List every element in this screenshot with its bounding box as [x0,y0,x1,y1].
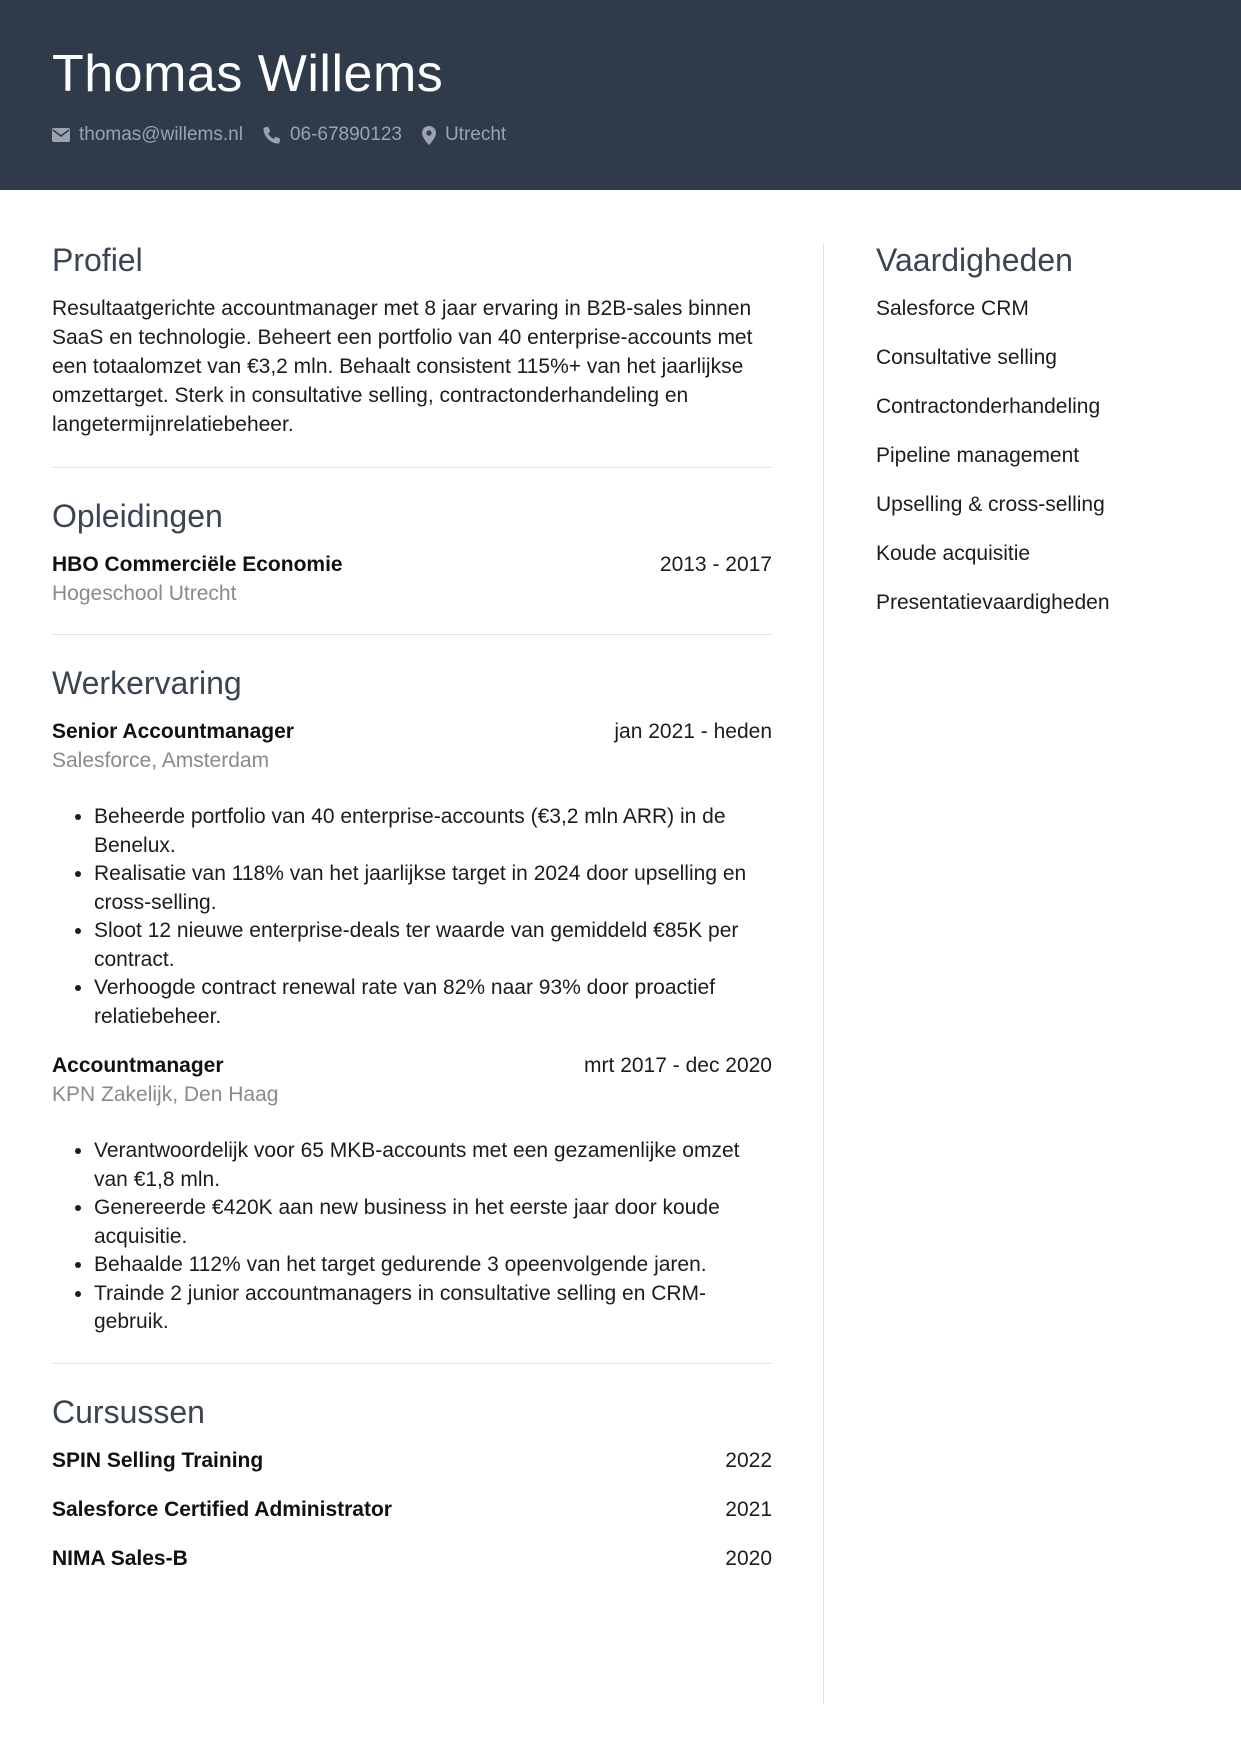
course-year: 2021 [725,1497,772,1521]
job-entry [52,1051,772,1337]
course-item [52,1544,772,1573]
list-item: • Sloot 12 nieuwe enterprise-deals ter waarde van gemiddeld €85K per contract. [94,917,772,974]
sidebar-column [876,238,1206,617]
list-item: • Behaalde 112% van het target gedurende 3 opeenvolgende jaren. [94,1251,772,1280]
job-role: Senior Accountmanager [52,720,294,743]
job-company: KPN Zakelijk, Den Haag [52,1083,279,1106]
cv-header [0,0,1241,190]
course-name: NIMA Sales-B [52,1546,188,1570]
person-name: Thomas Willems [52,45,444,103]
job-period: mrt 2017 - dec 2020 [584,1054,772,1077]
list-item: • Trainde 2 junior accountmanagers in consultative selling en CRM-gebruik. [94,1280,772,1337]
profile-text: Resultaatgerichte accountmanager met 8 jaar ervaring in B2B-sales binnen SaaS en technologie. Beheert een portfolio van 40 enterprise-accounts met een totaalomzet van €3,2 mln. Behaalt consistent 115%+ van het jaarlijkse omzettarget. Sterk in consultative selling, contractonderhandeling en langetermijnrelatiebeheer. [52,297,753,436]
job-entry [52,717,772,1031]
envelope-icon [52,128,79,142]
skill-item: Pipeline management [876,444,1080,467]
school-name: Hogeschool Utrecht [52,582,237,605]
course-year: 2022 [725,1448,772,1472]
contact-location [422,124,506,146]
list-item: • Genereerde €420K aan new business in het eerste jaar door koude acquisitie. [94,1194,772,1251]
skill-item: Presentatievaardigheden [876,591,1110,614]
section-title: Cursussen [52,1393,205,1430]
course-item [52,1446,772,1475]
profile-section [52,238,772,439]
contact-email [52,124,243,146]
skill-item: Consultative selling [876,346,1057,369]
location-text: Utrecht [444,124,507,145]
section-title: Werkervaring [52,665,242,701]
job-bullets [52,1137,772,1337]
skill-item: Contractonderhandeling [876,395,1101,418]
contact-phone [263,124,402,146]
course-year: 2020 [725,1546,772,1570]
course-name: SPIN Selling Training [52,1448,264,1472]
email-text: thomas@willems.nl [79,124,243,145]
education-section [52,494,772,608]
section-title: Vaardigheden [876,242,1073,278]
list-item: • Realisatie van 118% van het jaarlijkse target in 2024 door upselling en cross-selling. [94,860,772,917]
education-item [52,550,772,608]
main-column [52,238,772,1573]
job-period: jan 2021 - heden [614,720,772,743]
skill-item: Upselling & cross-selling [876,493,1105,516]
section-divider [52,1363,772,1364]
list-item: • Beheerde portfolio van 40 enterprise-accounts (€3,2 mln ARR) in de Benelux. [94,803,772,860]
contact-info [52,122,526,148]
section-title: Profiel [52,242,143,278]
course-item [52,1495,772,1524]
experience-section [52,661,772,1337]
job-company: Salesforce, Amsterdam [52,749,270,772]
course-name: Salesforce Certified Administrator [52,1497,392,1521]
section-divider [52,467,772,468]
skills-list [876,294,1206,617]
courses-section [52,1390,772,1573]
section-title: Opleidingen [52,498,223,534]
phone-text: 06-67890123 [289,124,402,145]
phone-icon [263,126,290,144]
job-bullets [52,803,772,1031]
section-divider [52,634,772,635]
column-divider [823,244,824,1704]
list-item: • Verantwoordelijk voor 65 MKB-accounts met een gezamenlijke omzet van €1,8 mln. [94,1137,772,1194]
skill-item: Salesforce CRM [876,297,1029,320]
map-marker-icon [422,126,445,145]
degree-years: 2013 - 2017 [659,553,772,576]
skill-item: Koude acquisitie [876,542,1031,565]
list-item: • Verhoogde contract renewal rate van 82% naar 93% door proactief relatiebeheer. [94,974,772,1031]
job-role: Accountmanager [52,1054,224,1077]
degree-title: HBO Commerciële Economie [52,553,343,576]
